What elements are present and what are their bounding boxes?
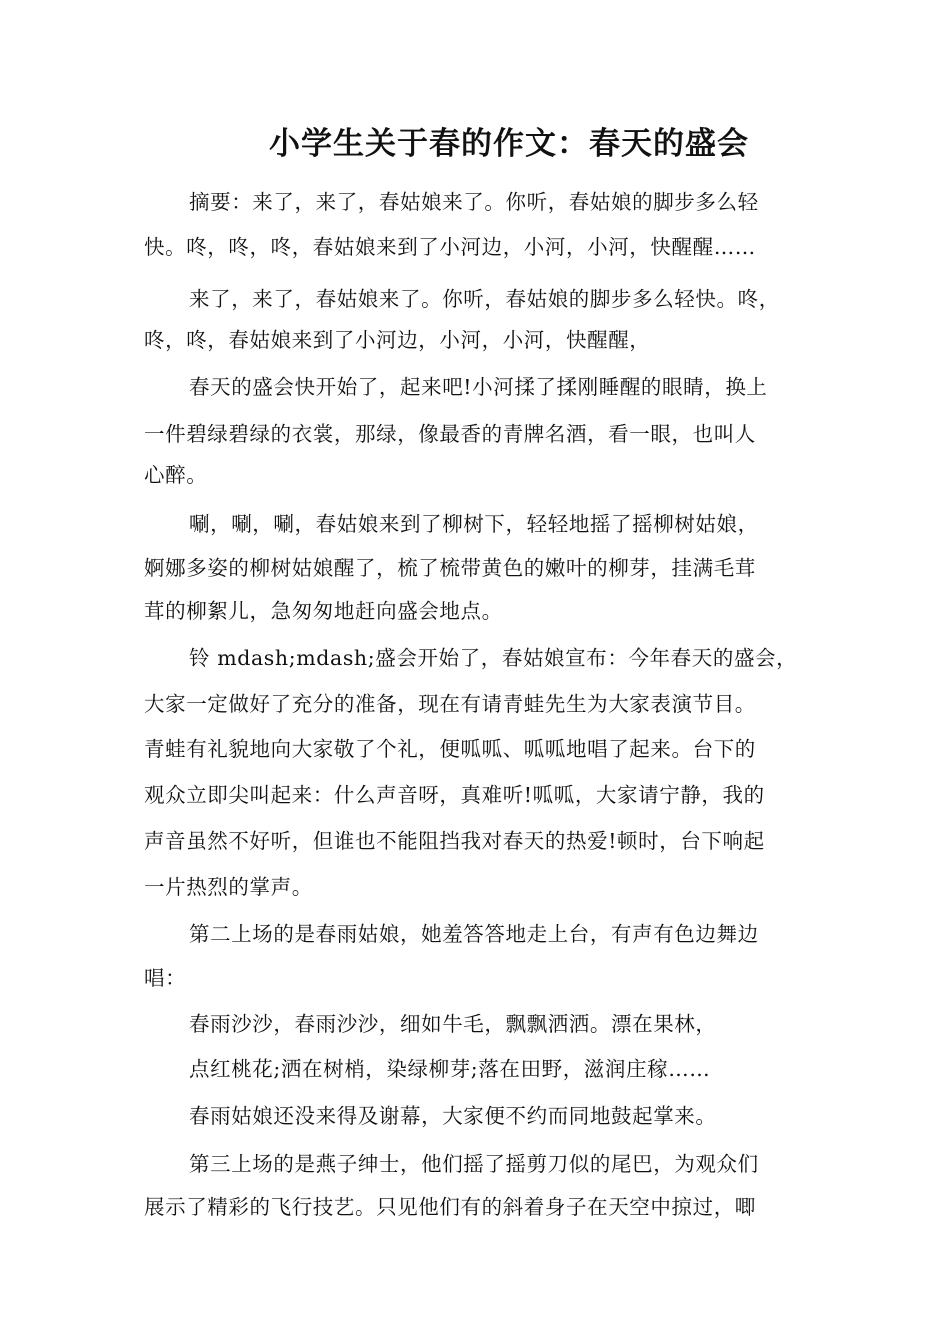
- text-line: 观众立即尖叫起来：什么声音呀，真难听!呱呱，大家请宁静，我的: [144, 783, 765, 807]
- text-line: 一件碧绿碧绿的衣裳，那绿，像最香的青牌名酒，看一眼，也叫人: [144, 422, 756, 446]
- text-line: 春雨沙沙，春雨沙沙，细如牛毛，飘飘洒洒。漂在果林，: [189, 1012, 717, 1036]
- text-line: 第二上场的是春雨姑娘，她羞答答地走上台，有声有色边舞边: [189, 922, 759, 946]
- text-line: 茸的柳絮儿，急匆匆地赶向盛会地点。: [144, 599, 503, 623]
- text-line: 婀娜多姿的柳树姑娘醒了，梳了梳带黄色的嫩叶的柳芽，挂满毛茸: [144, 556, 756, 580]
- text-line: 来了，来了，春姑娘来了。你听，春姑娘的脚步多么轻快。咚，: [189, 287, 780, 311]
- text-line: 快。咚，咚，咚，春姑娘来到了小河边，小河，小河，快醒醒……: [144, 235, 756, 259]
- text-line: 唰，唰，唰，春姑娘来到了柳树下，轻轻地摇了摇柳树姑娘，: [189, 512, 759, 536]
- text-line: 心醉。: [144, 463, 208, 487]
- text-line: 展示了精彩的飞行技艺。只见他们有的斜着身子在天空中掠过，唧: [144, 1195, 756, 1219]
- text-line: 摘要：来了，来了，春姑娘来了。你听，春姑娘的脚步多么轻: [189, 190, 759, 214]
- text-line: 铃 mdash;mdash;盛会开始了，春姑娘宣布：今年春天的盛会，: [189, 646, 798, 670]
- text-line: 第三上场的是燕子绅士，他们摇了摇剪刀似的尾巴，为观众们: [189, 1152, 759, 1176]
- text-line: 一片热烈的掌声。: [144, 875, 313, 899]
- text-line: 大家一定做好了充分的准备，现在有请青蛙先生为大家表演节目。: [144, 692, 756, 716]
- text-line: 点红桃花;洒在树梢，染绿柳芽;落在田野，滋润庄稼……: [189, 1057, 711, 1081]
- text-line: 青蛙有礼貌地向大家敬了个礼，便呱呱、呱呱地唱了起来。台下的: [144, 737, 756, 761]
- text-line: 咚，咚，春姑娘来到了小河边，小河，小河，快醒醒，: [144, 328, 651, 352]
- text-line: 春雨姑娘还没来得及谢幕，大家便不约而同地鼓起掌来。: [189, 1104, 717, 1128]
- text-line: 唱：: [144, 966, 187, 990]
- text-line: 春天的盛会快开始了，起来吧!小河揉了揉刚睡醒的眼睛，换上: [189, 375, 768, 399]
- document-title: 小学生关于春的作文：春天的盛会: [269, 126, 749, 162]
- text-line: 声音虽然不好听，但谁也不能阻挡我对春天的热爱!顿时，台下响起: [144, 829, 765, 853]
